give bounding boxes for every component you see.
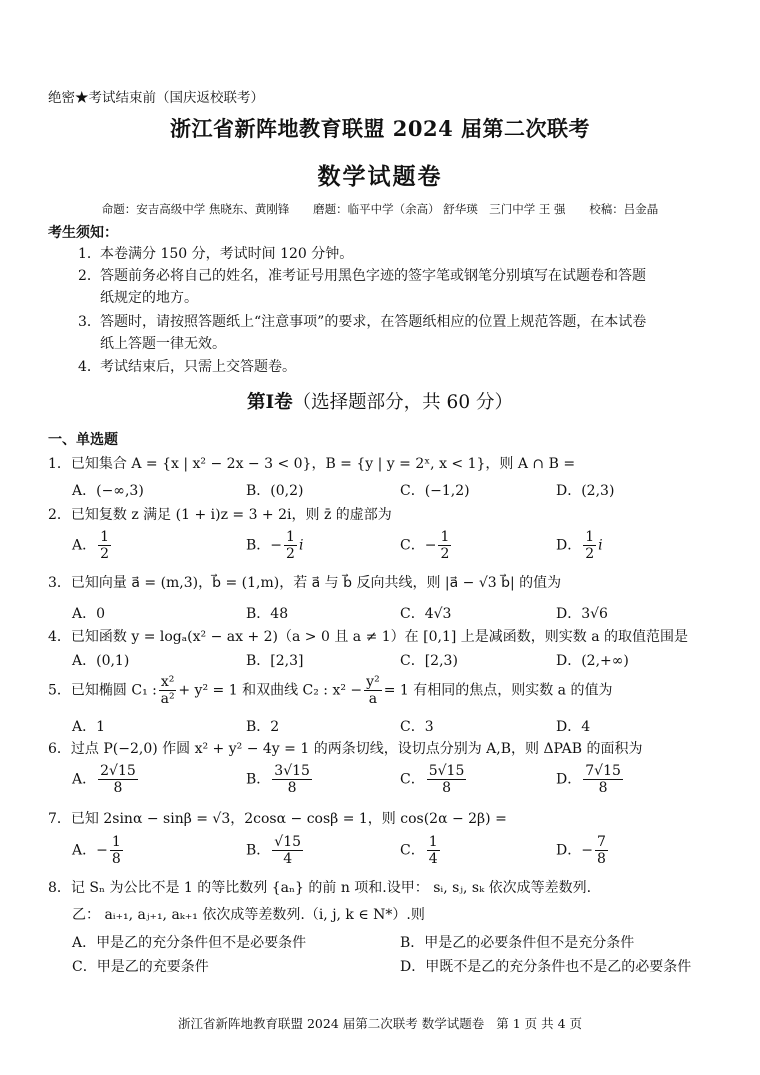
part-heading (0, 388, 760, 414)
denominator: 4 (428, 851, 438, 867)
option-d (556, 834, 610, 867)
fraction (438, 529, 451, 562)
notice-num: 2． (78, 268, 101, 284)
option-d: D．(2,+∞) (556, 653, 629, 669)
option-a: A．0 (72, 606, 106, 622)
notice-item (78, 356, 296, 378)
option-c: C．4√3 (400, 606, 452, 622)
fraction (272, 834, 303, 867)
exam-subtitle: 数学试题卷 (317, 163, 443, 190)
option-c: C．甲是乙的充要条件 (72, 959, 209, 975)
fraction (98, 763, 138, 796)
credits-line (0, 201, 760, 217)
exam-title: 浙江省新阵地教育联盟 2024 届第二次联考 (169, 116, 591, 141)
option-label: C． (400, 842, 425, 859)
denominator: 8 (598, 780, 608, 796)
fraction (583, 763, 623, 796)
option-d: D．4 (556, 719, 591, 735)
fraction (583, 529, 596, 562)
denominator: 8 (113, 780, 123, 796)
option-b (246, 529, 303, 562)
notice-item (78, 243, 353, 265)
credit-reviewer: 磨题：临平中学（余高） 舒华瑛 三门中学 王 强 (313, 202, 566, 216)
fraction (595, 834, 608, 867)
numerator: 1 (111, 834, 121, 850)
numerator: x² (160, 674, 175, 690)
option-a (72, 834, 125, 867)
option-c (400, 834, 442, 867)
notice-text-cont: 纸规定的地方。 (100, 290, 198, 306)
option-b: B．(0,2) (246, 483, 304, 499)
option-a: A．1 (72, 719, 106, 735)
fraction-sign: − (581, 842, 593, 859)
notice-text: 答题时，请按照答题纸上“注意事项”的要求，在答题纸相应的位置上规范答题，在本试卷 (100, 314, 647, 330)
option-label: C． (400, 537, 425, 554)
option-label: D． (556, 842, 582, 859)
notice-item (78, 265, 646, 309)
option-d: D．(2,3) (556, 483, 615, 499)
numerator: √15 (274, 834, 302, 850)
fraction-suffix: i (598, 537, 603, 554)
option-a: A．(0,1) (72, 653, 130, 669)
stem-part: + y² = 1 和双曲线 C₂ : x² − (178, 682, 363, 699)
numerator: 3√15 (274, 763, 310, 779)
option-d: D．3√6 (556, 606, 608, 622)
notice-heading: 考生须知： (48, 225, 118, 241)
option-b: B．48 (246, 606, 289, 622)
question-stem: 7．已知 2sinα − sinβ = √3，2cosα − cosβ = 1，则 cos(2α − 2β) = (48, 811, 507, 827)
numerator: 7√15 (585, 763, 621, 779)
option-label: A． (72, 842, 97, 859)
denominator: 4 (283, 851, 293, 867)
footer-text: 浙江省新阵地教育联盟 2024 届第二次联考 数学试题卷 (177, 1016, 485, 1031)
fraction (272, 763, 312, 796)
fraction (427, 763, 467, 796)
option-c (400, 529, 453, 562)
option-c: C．3 (400, 719, 434, 735)
notice-num: 4． (78, 359, 101, 375)
denominator: 2 (440, 546, 450, 562)
fraction (159, 674, 177, 707)
denominator: 8 (596, 851, 606, 867)
option-d (556, 529, 603, 562)
question-stem: 1．已知集合 A = {x | x² − 2x − 3 < 0}，B = {y | y = 2ˣ, x < 1}，则 A ∩ B = (48, 456, 576, 472)
question-stem (48, 674, 612, 707)
denominator: a² (160, 691, 175, 707)
option-label: A． (72, 537, 97, 554)
denominator: 2 (286, 546, 295, 562)
credit-author: 命题：安吉高级中学 焦晓东、黄刚锋 (101, 202, 290, 216)
denominator: 2 (100, 546, 110, 562)
numerator: 1 (428, 834, 438, 850)
option-label: D． (556, 537, 582, 554)
option-c: C．[2,3) (400, 653, 458, 669)
option-a (72, 529, 113, 562)
numerator: 2√15 (100, 763, 136, 779)
stem-part: 5．已知椭圆 C₁ : (48, 682, 157, 699)
numerator: 1 (585, 529, 595, 545)
denominator: 8 (111, 851, 121, 867)
option-label: C． (400, 771, 425, 788)
denominator: 8 (287, 780, 297, 796)
numerator: 7 (596, 834, 606, 850)
credit-proofreader: 校稿：吕金晶 (589, 202, 659, 216)
fraction-sign: − (270, 537, 283, 554)
denominator: 8 (442, 780, 451, 796)
fraction (284, 529, 297, 562)
option-label: B． (246, 537, 271, 554)
fraction-sign: − (424, 537, 437, 554)
numerator: 1 (440, 529, 450, 545)
fraction (364, 674, 382, 707)
part-label: 第Ⅰ卷 (247, 392, 293, 413)
fraction (110, 834, 123, 867)
numerator: 1 (286, 529, 295, 545)
fraction-suffix: i (298, 537, 304, 554)
option-d (556, 763, 625, 796)
question-stem-cont: 乙： aᵢ₊₁, aⱼ₊₁, aₖ₊₁ 依次成等差数列.（i, j, k ∈ N*）.则 (72, 907, 425, 923)
notice-item (78, 311, 646, 355)
question-stem: 3．已知向量 a⃗ = (m,3)，b⃗ = (1,m)，若 a⃗ 与 b⃗ 反向共线，则 |a⃗ − √3 b⃗| 的值为 (48, 575, 562, 591)
option-label: B． (246, 842, 271, 859)
denominator: 2 (585, 546, 595, 562)
notice-text: 考试结束后，只需上交答题卷。 (100, 359, 296, 375)
option-b (246, 834, 305, 867)
option-b: B．甲是乙的必要条件但不是充分条件 (400, 935, 635, 951)
option-b (246, 763, 314, 796)
question-stem: 4．已知函数 y = logₐ(x² − ax + 2)（a > 0 且 a ≠ 1）在 [0,1] 上是减函数，则实数 a 的取值范围是 (48, 629, 689, 645)
denominator: a (368, 691, 378, 707)
page-footer (0, 1014, 760, 1032)
fraction (427, 834, 440, 867)
stem-part: = 1 有相同的焦点，则实数 a 的值为 (383, 682, 613, 699)
part-desc: （选择题部分，共 60 分） (292, 392, 513, 413)
page-number: 第 1 页 共 4 页 (496, 1016, 582, 1031)
notice-text: 答题前务必将自己的姓名，准考证号用黑色字迹的签字笔或钢笔分别填写在试题卷和答题 (100, 268, 646, 284)
notice-text-cont: 纸上答题一律无效。 (100, 336, 226, 352)
option-c: C．(−1,2) (400, 483, 470, 499)
option-label: A． (72, 771, 97, 788)
notice-text: 本卷满分 150 分，考试时间 120 分钟。 (100, 246, 354, 262)
option-c (400, 763, 468, 796)
option-d: D．甲既不是乙的充分条件也不是乙的必要条件 (400, 959, 692, 975)
question-stem: 6．过点 P(−2,0) 作圆 x² + y² − 4y = 1 的两条切线，设切点分别为 A,B，则 ΔPAB 的面积为 (48, 741, 643, 757)
option-label: D． (556, 771, 582, 788)
question-stem: 2．已知复数 z 满足 (1 + i)z = 3 + 2i，则 z̄ 的虚部为 (48, 507, 392, 523)
numerator: 5√15 (428, 763, 465, 779)
notice-num: 1． (78, 246, 101, 262)
option-b: B．2 (246, 719, 280, 735)
numerator: 1 (100, 529, 110, 545)
option-a: A．(−∞,3) (72, 483, 144, 499)
fraction-sign: − (96, 842, 108, 859)
option-a (72, 763, 140, 796)
option-b: B．[2,3] (246, 653, 304, 669)
section-title: 一、单选题 (48, 432, 118, 448)
question-stem: 8．记 Sₙ 为公比不是 1 的等比数列 {aₙ} 的前 n 项和.设甲： sᵢ, sⱼ, sₖ 依次成等差数列. (48, 880, 592, 896)
fraction (98, 529, 111, 562)
secret-line: 绝密★考试结束前（国庆返校联考） (48, 90, 264, 106)
numerator: y² (366, 674, 380, 690)
option-a: A．甲是乙的充分条件但不是必要条件 (72, 935, 307, 951)
option-label: B． (246, 771, 271, 788)
notice-num: 3． (78, 314, 101, 330)
